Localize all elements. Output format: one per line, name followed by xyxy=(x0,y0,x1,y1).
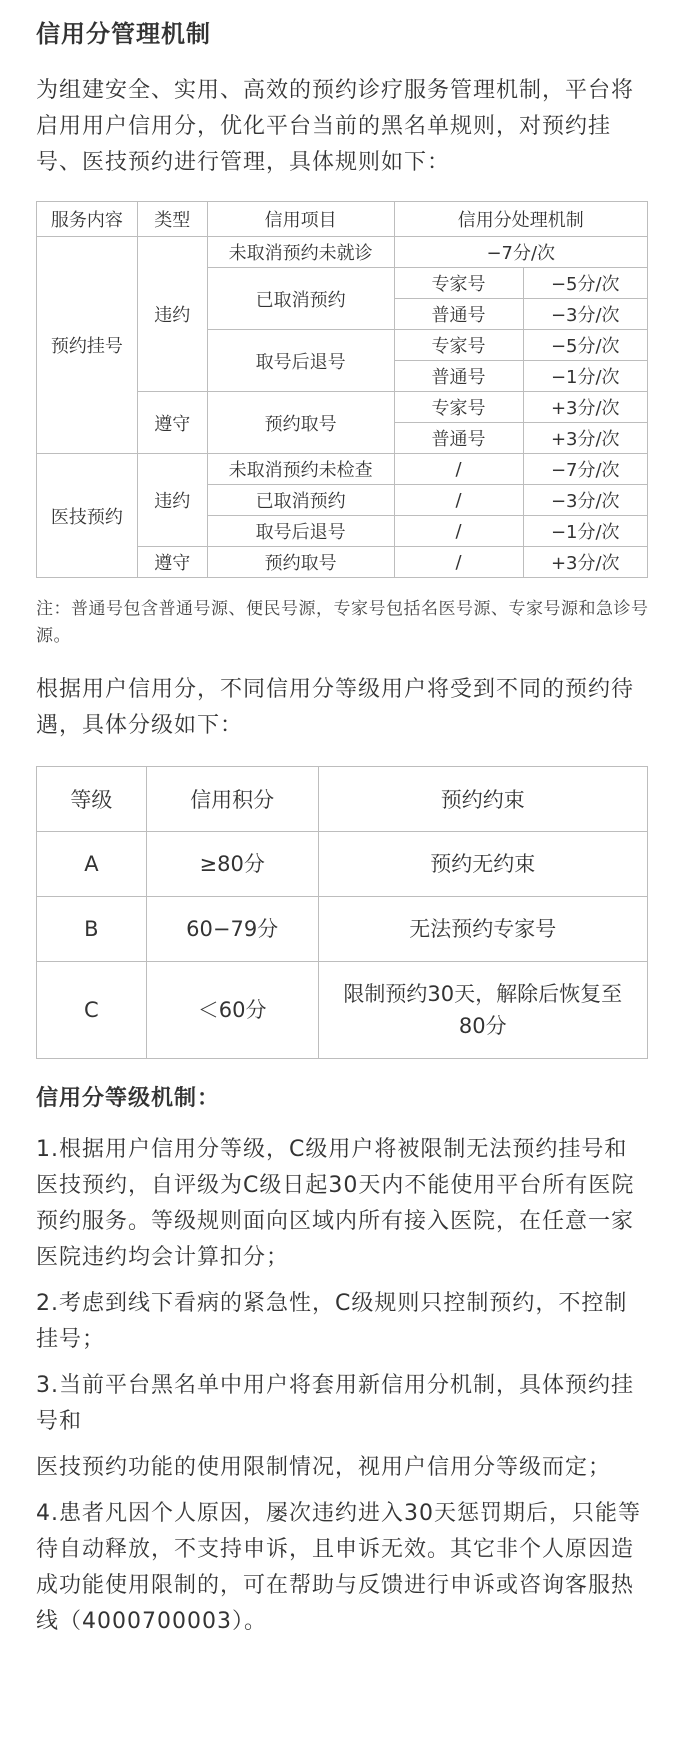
page-title: 信用分管理机制 xyxy=(36,20,211,48)
item-cell: 已取消预约 xyxy=(207,268,394,330)
header-mechanism: 信用分处理机制 xyxy=(394,202,647,237)
sub-type-cell: 普通号 xyxy=(394,423,523,454)
type-comply-cell: 遵守 xyxy=(137,547,207,578)
type-comply-cell: 遵守 xyxy=(137,392,207,454)
grade-intro-paragraph: 根据用户信用分，不同信用分等级用户将受到不同的预约待遇，具体分级如下： xyxy=(36,677,635,738)
credit-rules-table xyxy=(36,201,648,578)
header-service: 服务内容 xyxy=(37,202,138,237)
sub-type-cell: 专家号 xyxy=(394,330,523,361)
value-cell: −5分/次 xyxy=(523,330,648,361)
header-item: 信用项目 xyxy=(207,202,394,237)
type-violation-cell: 违约 xyxy=(137,237,207,392)
grade-cell: B xyxy=(37,897,147,962)
score-cell: ≥80分 xyxy=(146,832,318,897)
service-registration-cell: 预约挂号 xyxy=(37,237,138,454)
constraint-cell: 预约无约束 xyxy=(318,832,647,897)
sub-type-cell: 专家号 xyxy=(394,392,523,423)
table-header-row xyxy=(37,767,648,832)
type-violation-cell: 违约 xyxy=(137,454,207,547)
rule-item-2: 2.考虑到线下看病的紧急性，C级规则只控制预约，不控制挂号； xyxy=(36,1291,628,1352)
header-constraint: 预约约束 xyxy=(318,767,647,832)
rule-item-3: 3.当前平台黑名单中用户将套用新信用分机制，具体预约挂号和 xyxy=(36,1373,634,1434)
service-tech-cell: 医技预约 xyxy=(37,454,138,578)
value-cell: −1分/次 xyxy=(523,516,648,547)
item-cell: 取号后退号 xyxy=(207,516,394,547)
table-row xyxy=(37,962,648,1059)
sub-type-cell: / xyxy=(394,547,523,578)
value-cell: +3分/次 xyxy=(523,392,648,423)
item-cell: 已取消预约 xyxy=(207,485,394,516)
sub-type-cell: 普通号 xyxy=(394,299,523,330)
item-cell: 取号后退号 xyxy=(207,330,394,392)
header-score: 信用积分 xyxy=(146,767,318,832)
sub-type-cell: 专家号 xyxy=(394,268,523,299)
value-cell: −3分/次 xyxy=(523,485,648,516)
table-row xyxy=(37,832,648,897)
value-cell: +3分/次 xyxy=(523,423,648,454)
mechanism-title: 信用分等级机制： xyxy=(36,1086,221,1111)
item-cell: 未取消预约未检查 xyxy=(207,454,394,485)
item-cell: 预约取号 xyxy=(207,547,394,578)
value-cell: −1分/次 xyxy=(523,361,648,392)
rule-item-1: 1.根据用户信用分等级，C级用户将被限制无法预约挂号和医技预约，自评级为C级日起30天内不能使用平台所有医院预约服务。等级规则面向区域内所有接入医院，在任意一家医院违约均会计算扣分； xyxy=(36,1137,635,1270)
value-cell: −7分/次 xyxy=(394,237,647,268)
grade-cell: A xyxy=(37,832,147,897)
item-cell: 未取消预约未就诊 xyxy=(207,237,394,268)
grade-cell: C xyxy=(37,962,147,1059)
sub-type-cell: / xyxy=(394,516,523,547)
constraint-cell: 限制预约30天，解除后恢复至80分 xyxy=(318,962,647,1059)
table-row xyxy=(37,237,648,268)
sub-type-cell: / xyxy=(394,485,523,516)
table-note: 注：普通号包含普通号源、便民号源，专家号包括名医号源、专家号源和急诊号源。 xyxy=(36,599,649,646)
table-row xyxy=(37,897,648,962)
value-cell: +3分/次 xyxy=(523,547,648,578)
rule-item-4: 4.患者凡因个人原因，屡次违约进入30天惩罚期后，只能等待自动释放，不支持申诉，且申诉无效。其它非个人原因造成功能使用限制的，可在帮助与反馈进行申诉或咨询客服热线（4000700003）。 xyxy=(36,1501,641,1634)
score-cell: ＜60分 xyxy=(146,962,318,1059)
sub-type-cell: 普通号 xyxy=(394,361,523,392)
value-cell: −3分/次 xyxy=(523,299,648,330)
grade-table xyxy=(36,766,648,1059)
score-cell: 60−79分 xyxy=(146,897,318,962)
rule-item-3-continued: 医技预约功能的使用限制情况，视用户信用分等级而定； xyxy=(36,1455,612,1480)
table-row xyxy=(37,454,648,485)
value-cell: −7分/次 xyxy=(523,454,648,485)
sub-type-cell: / xyxy=(394,454,523,485)
header-grade: 等级 xyxy=(37,767,147,832)
table-header-row xyxy=(37,202,648,237)
value-cell: −5分/次 xyxy=(523,268,648,299)
constraint-cell: 无法预约专家号 xyxy=(318,897,647,962)
header-type: 类型 xyxy=(137,202,207,237)
item-cell: 预约取号 xyxy=(207,392,394,454)
intro-paragraph: 为组建安全、实用、高效的预约诊疗服务管理机制，平台将启用用户信用分，优化平台当前的黑名单规则，对预约挂号、医技预约进行管理，具体规则如下： xyxy=(36,78,635,175)
